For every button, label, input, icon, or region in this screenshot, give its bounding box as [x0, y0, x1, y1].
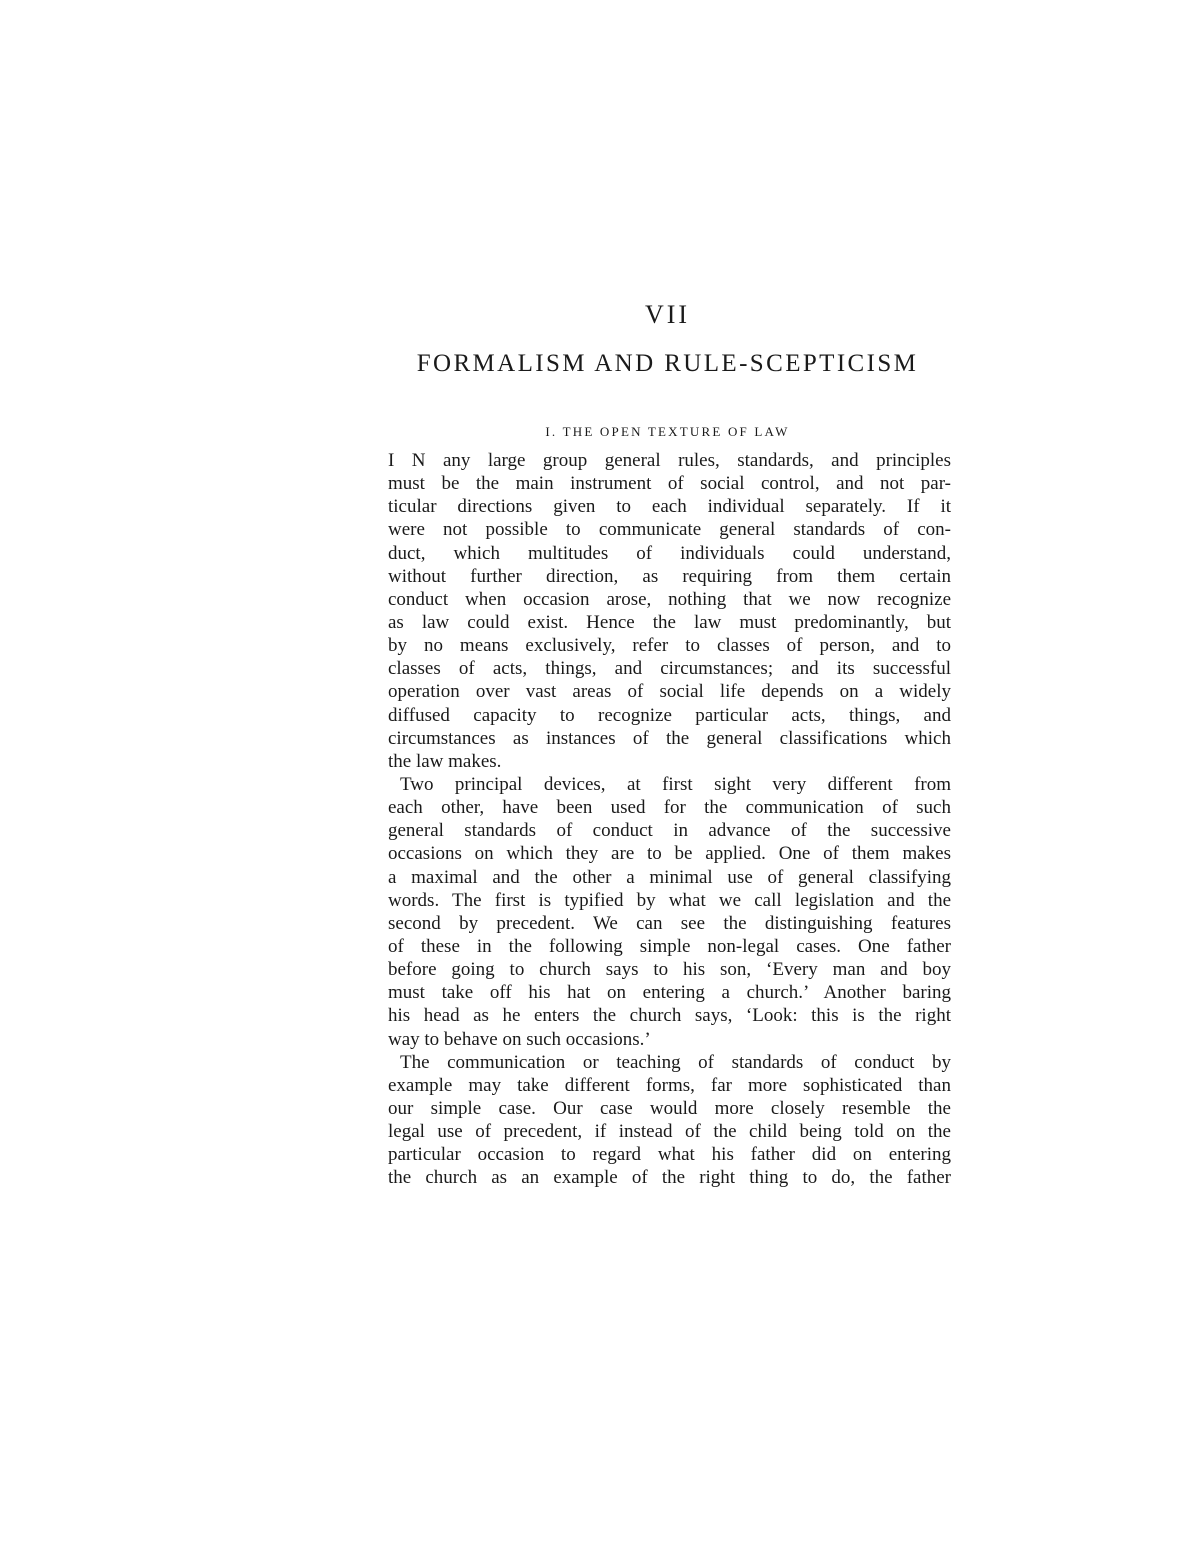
text-line: as law could exist. Hence the law must predominantly, but: [388, 611, 951, 633]
text-line: each other, have been used for the communication of such: [388, 797, 951, 819]
text-line: second by precedent. We can see the distinguishing features: [388, 912, 951, 934]
text-line: our simple case. Our case would more closely resemble the: [388, 1097, 951, 1119]
text-line: of these in the following simple non-legal cases. One father: [388, 935, 951, 957]
text-line: legal use of precedent, if instead of the child being told on the: [388, 1121, 951, 1143]
text-line: duct, which multitudes of individuals could understand,: [388, 542, 951, 564]
text-line: his head as he enters the church says, ‘Look: this is the right: [388, 1005, 951, 1027]
text-line: particular occasion to regard what his father did on entering: [388, 1144, 951, 1166]
text-line: occasions on which they are to be applied. One of them makes: [388, 843, 951, 865]
text-line: operation over vast areas of social life depends on a widely: [388, 681, 951, 703]
text-line: Two principal devices, at first sight very different from: [400, 773, 951, 795]
text-line: were not possible to communicate general standards of con-: [388, 519, 951, 541]
text-line: general standards of conduct in advance of the successive: [388, 820, 951, 842]
text-line: without further direction, as requiring from them certain: [388, 565, 951, 587]
paragraph-2: [388, 773, 951, 1051]
text-line: the law makes.: [388, 750, 502, 772]
text-line: ticular directions given to each individual separately. If it: [388, 496, 951, 518]
text-line: a maximal and the other a minimal use of general classifying: [388, 866, 951, 888]
paragraph-1: [388, 449, 951, 773]
text-line: must take off his hat on entering a church.’ Another baring: [388, 982, 951, 1004]
text-line: conduct when occasion arose, nothing that we now recognize: [388, 588, 951, 610]
text-line: classes of acts, things, and circumstances; and its successful: [388, 658, 951, 680]
chapter-number: VII: [644, 300, 691, 329]
text-line: I N any large group general rules, standards, and principles: [388, 450, 951, 471]
text-line: before going to church says to his son, ‘Every man and boy: [388, 959, 951, 981]
text-line: words. The first is typified by what we call legislation and the: [388, 889, 951, 911]
text-line: circumstances as instances of the general classifications which: [388, 727, 951, 749]
text-line: the church as an example of the right thing to do, the father: [388, 1167, 951, 1189]
text-line: by no means exclusively, refer to classes of person, and to: [388, 635, 951, 657]
section-heading: I. THE OPEN TEXTURE OF LAW: [545, 424, 790, 439]
text-line: must be the main instrument of social control, and not par-: [388, 473, 951, 495]
paragraph-3: [388, 1051, 951, 1190]
body-text: [388, 449, 951, 1190]
text-line: diffused capacity to recognize particular acts, things, and: [388, 704, 951, 726]
text-line: example may take different forms, far more sophisticated than: [388, 1074, 951, 1096]
text-line: way to behave on such occasions.’: [388, 1028, 651, 1050]
text-line: The communication or teaching of standards of conduct by: [400, 1051, 951, 1073]
chapter-title: FORMALISM AND RULE-SCEPTICISM: [416, 350, 919, 377]
